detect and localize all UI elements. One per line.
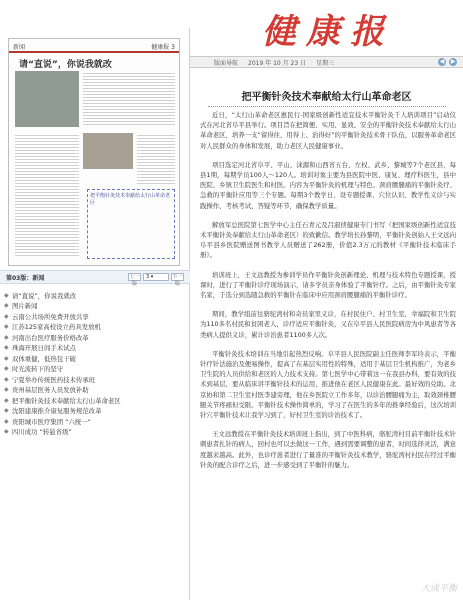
- bullet-icon: ◆: [4, 333, 9, 341]
- headline-list: [4, 290, 188, 437]
- bullet-icon: ◆: [4, 396, 9, 404]
- bullet-icon: ◆: [4, 375, 9, 383]
- headline-link[interactable]: 贵州基层医务人员发放补助: [12, 386, 89, 395]
- headline-link[interactable]: 请“直说”，你说我就改: [12, 291, 77, 300]
- thumbnail-text-block: [137, 133, 175, 185]
- headline-link[interactable]: 图片新闻: [12, 302, 38, 311]
- list-item[interactable]: [4, 364, 188, 375]
- bullet-icon: ◆: [4, 407, 9, 415]
- thumbnail-photo: [15, 71, 79, 127]
- watermark: 大成平衡: [420, 584, 457, 594]
- list-item[interactable]: [4, 301, 188, 312]
- weekday: 星期三: [316, 59, 335, 67]
- title-divider: [208, 106, 446, 107]
- article-paragraph: 期间，教学组前往骆驼湾村和奇员家里义诊，在村民住户、村卫生室，幸福院和卫生院为110多名村民和贫困老人，诊疗适应平衡针灸，又在阜平县人民医院病房为中风患者等各类病人提供义诊，累计诊治患者1100多人次。: [200, 310, 456, 339]
- article-paragraph: 项目选定河北省阜平、平山、涞源和山西省五台、左权、武乡、黎城等7个老区县，每县1期，每期学员100人～120人。培训对象主要为县医院中医、康复、理疗科医生，县中医院、乡镇卫生院医生和村医。内容为平衡针灸的机理与特色、颈肩腰腿痛的平衡针灸疗、急救的平衡针应用等三个专题。每期3个教学日，设专题授课、穴位认识、教学性义诊与实践操作、考核考试、答疑等环节，确保教学质量。: [200, 160, 456, 210]
- thumbnail-edition: 健康报 3: [151, 44, 175, 51]
- prev-arrow-icon[interactable]: ◀: [439, 58, 445, 65]
- page-thumbnail[interactable]: [8, 38, 180, 266]
- list-item[interactable]: [4, 343, 188, 354]
- thumbnail-header: [9, 39, 179, 53]
- list-item[interactable]: [4, 290, 188, 301]
- article-paragraph: 王文远教授在平衡针灸技术培训班上指出，到了中医科病，骆驼湾村目前平衡针技术针刺患者扎针的病人，回村也可以去做这一工作，遇到需要调整的患者，时间选择灵活，满意度越来越高。此外，也诊疗患者进行了量准的平衡针灸技术教学，骆驼湾村村民在经过平衡针灸的配合诊疗之后，进一步感受到了平衡针的魅力。: [200, 430, 456, 469]
- nav-label[interactable]: 版面导航: [214, 59, 239, 67]
- headline-link[interactable]: 珠海开展日间手术试点: [12, 344, 76, 353]
- article-title: 把平衡针灸技术奉献给太行山革命老区: [241, 92, 412, 103]
- bullet-icon: ◆: [4, 417, 9, 425]
- headline-link[interactable]: 河南出台医疗服务价格改革: [12, 333, 89, 342]
- bullet-icon: ◆: [4, 323, 9, 331]
- list-item[interactable]: [4, 311, 188, 322]
- next-page-button[interactable]: 下一版: [172, 274, 183, 287]
- list-item[interactable]: [4, 406, 188, 417]
- list-item[interactable]: [4, 332, 188, 343]
- thumbnail-text-block: [83, 71, 175, 127]
- bullet-icon: ◆: [4, 344, 9, 352]
- prev-page-button[interactable]: 上一版: [129, 274, 140, 287]
- article: [190, 72, 463, 600]
- bullet-icon: ◆: [4, 365, 9, 373]
- headline-link[interactable]: 时光流转下的坚守: [12, 365, 64, 374]
- page-controls: [128, 273, 184, 287]
- headline-link[interactable]: 江苏125家高校设立药具发放机: [12, 323, 101, 332]
- article-nav-bar: [190, 56, 463, 68]
- bullet-icon: ◆: [4, 428, 9, 436]
- bullet-icon: ◆: [4, 291, 9, 299]
- page-thumbnail-panel: [0, 28, 190, 600]
- page-navigation: [0, 270, 190, 287]
- headline-link[interactable]: 宁夏举办传统医药技术传承班: [12, 375, 96, 384]
- nav-controls: [438, 58, 463, 66]
- list-item[interactable]: [4, 374, 188, 385]
- headline-link[interactable]: 沈阳建康推介康复服务规范改革: [12, 407, 102, 416]
- newspaper-logo: 健康报: [262, 12, 394, 52]
- headline-link[interactable]: 双体重健，低热包干破: [12, 354, 76, 363]
- next-arrow-icon[interactable]: ▶: [450, 58, 456, 65]
- bullet-icon: ◆: [4, 302, 9, 310]
- bullet-icon: ◆: [4, 312, 9, 320]
- list-item[interactable]: [4, 353, 188, 364]
- article-paragraph: 平衡针灸技术培训在当地引起热烈反响。阜平县人民医院副主任医师李军玲表示，平衡针疗针法施治及便易操作，提高了在基层实用性的特殊，适用于基层卫生机构推广，为老乡卫生院的人员供给和老区的人力技术支持。第七医学中心带着这一在我县办科，要有效的技术到基层，要从临床讲平衡针技术的运用，推进他在老区人民健康在此。最好效的兑助。北京协和第二卫生室村医李建旁理，他在乡医院立工作多年，以诊治腰腿痛为主，取效颈椎腰腿关节疼痛但受限。平衡针技术操作简单的，学习了在医生的多年的推拿经验后，这次培训针穴平衡针技术让我学习到了，好村卫生室的诊治技术了。: [200, 349, 456, 420]
- headline-link[interactable]: 把平衡针灸技术奉献给太行山革命老区: [12, 396, 121, 405]
- bullet-icon: ◆: [4, 354, 9, 362]
- article-body: [200, 110, 456, 479]
- list-item[interactable]: [4, 416, 188, 427]
- thumbnail-article-highlight[interactable]: [87, 189, 175, 259]
- page-label: 第03版：新闻: [6, 274, 45, 282]
- list-item[interactable]: [4, 395, 188, 406]
- bullet-icon: ◆: [4, 386, 9, 394]
- page-select[interactable]: 3 ▾: [143, 273, 169, 281]
- headline-link[interactable]: 四川成功 “转悬省级”: [12, 428, 72, 437]
- list-item[interactable]: [4, 427, 188, 438]
- article-paragraph: 解放军总医院第七医学中心主任石青元及吕淑侦健康专门书写（把国家级创新性适宜技术平衡针灸奉献给太行山革命老区）的致歉信。教学培长孙黎明，平衡针灸创始人王文远向阜平县乡医院赠送图书教学人员赠送了262册，价值2.3万元的教材《平衡针技术临床手册》。: [200, 220, 456, 260]
- thumbnail-photo: [83, 133, 133, 169]
- list-item[interactable]: [4, 385, 188, 396]
- thumbnail-headline: 请“直说”，你说我就改: [19, 60, 112, 70]
- headline-link[interactable]: 云南公共场所免费开放共享: [12, 312, 89, 321]
- article-paragraph: 近日，“太行山革命老区惠民行-国家级创新性适宜技术平衡针灸千人培训项目”启动仪式在河北省阜平县举行。项目旨在把简便、实用、显效、安全的平衡针灸技术奉献给太行山革命老区，培养一支“留得住、用得上、治得好”的平衡针灸技术骨干队伍，以服务革命老区对人民群众的身体和发展，助力老区人民健康事业。: [200, 111, 456, 150]
- thumbnail-text-block: [15, 133, 79, 257]
- article-paragraph: 培训班上，王文远教授为参训学员作平衡针灸创新理论、机理与技术特色专题授课，授课时，进行了平衡针诊疗现场演示，请多学员亲身体验了平衡针疗。之后，由平衡针灸专家名家，于选分到选随急救的平衡针在临床中应用颈肩腰腿痛的平衡针诊疗。: [200, 270, 456, 300]
- list-item[interactable]: [4, 322, 188, 333]
- thumbnail-article-label: 把平衡针灸技术奉献给太行山革命老区: [90, 193, 171, 206]
- headline-link[interactable]: 贵阳城市医疗集团 “六统一”: [12, 417, 91, 426]
- thumbnail-section: 新闻: [13, 44, 26, 51]
- issue-date: 2019 年 10 月 23 日: [248, 59, 307, 67]
